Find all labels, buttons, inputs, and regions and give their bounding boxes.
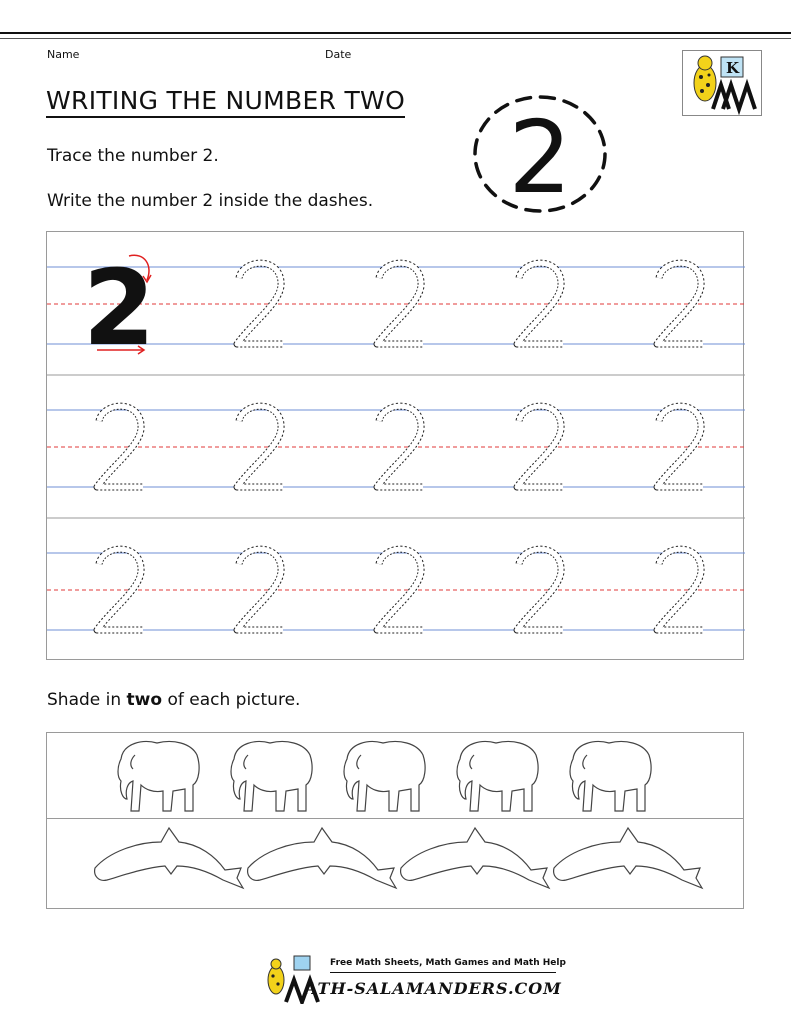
elephant-outline[interactable] [118,742,199,812]
tracing-grid [47,232,745,661]
date-label: Date [325,48,352,61]
elephant-outline[interactable] [457,742,538,812]
trace-instruction: Trace the number 2. [47,146,219,166]
tracing-area [46,231,744,660]
dolphin-outline[interactable] [554,828,702,888]
dolphin-outline[interactable] [401,828,549,888]
example-digit: 2 [508,99,572,216]
shade-suffix: of each picture. [162,690,301,710]
logo-letter: K [726,59,740,77]
example-digit-circle [458,84,618,224]
top-rule-thin [0,38,791,39]
trace-cell [83,247,155,369]
elephant-outline[interactable] [344,742,425,812]
picture-area [46,732,744,909]
elephant-outline[interactable] [570,742,651,812]
elephant-outline[interactable] [231,742,312,812]
dolphin-outline[interactable] [95,828,243,888]
salamander-logo [682,50,762,116]
name-label: Name [47,48,80,61]
dolphin-outline[interactable] [248,828,396,888]
shade-prefix: Shade in [47,690,127,710]
footer-tagline: Free Math Sheets, Math Games and Math Help [330,958,566,968]
solid-digit: 2 [82,247,156,369]
picture-grid [47,733,745,910]
footer-rule [330,972,556,973]
shade-instruction [47,690,300,710]
shade-emphasis: two [126,690,163,710]
write-instruction: Write the number 2 inside the dashes. [47,191,374,211]
page-title: WRITING THE NUMBER TWO [46,86,405,118]
footer-brand: ATH-SALAMANDERS.COM [305,979,562,998]
top-rule-thick [0,32,791,34]
